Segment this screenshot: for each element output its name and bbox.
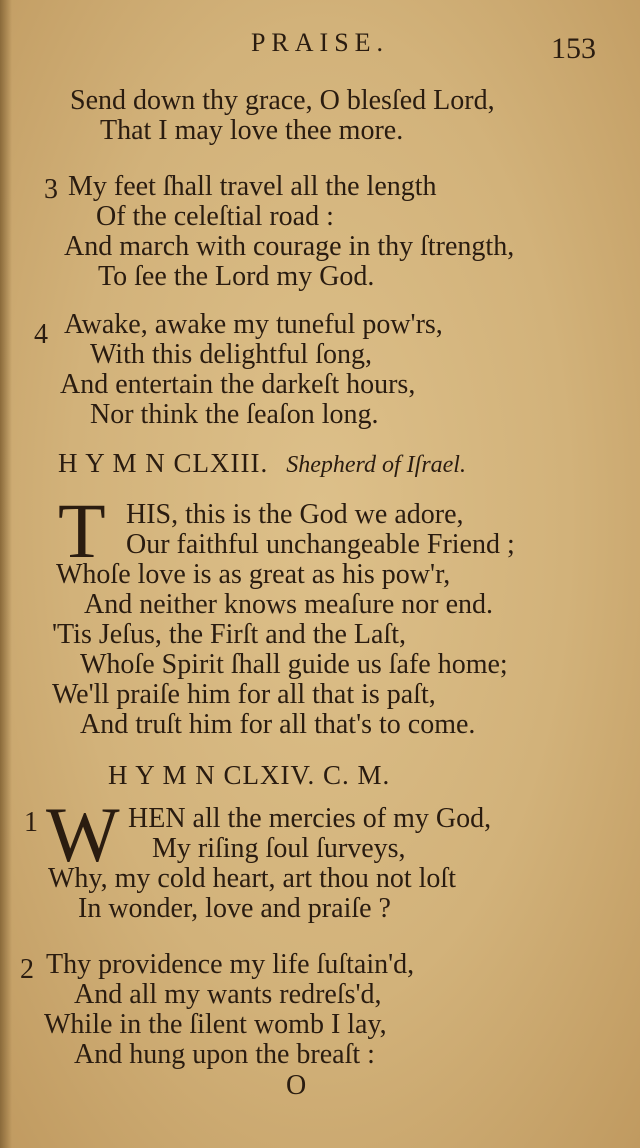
verse-line: While in the ſilent womb I lay, (44, 1009, 387, 1040)
verse-number: 2 (20, 954, 34, 985)
verse-line: With this delightful ſong, (90, 339, 372, 370)
drop-cap: T (58, 487, 106, 574)
verse-line: My feet ſhall travel all the length (68, 171, 437, 202)
verse-line: Nor think the ſeaſon long. (90, 399, 379, 430)
verse-line: In wonder, love and praiſe ? (78, 893, 391, 924)
hymn-line: Whoſe Spirit ſhall guide us ſafe home; (80, 649, 508, 680)
verse-line: And hung upon the breaſt : (74, 1039, 375, 1070)
hymn-heading-number: H Y M N CLXIII. (58, 448, 269, 478)
catchword: O (286, 1070, 307, 1101)
hymn-subtitle: Shepherd of Iſrael. (286, 452, 466, 478)
page-number: 153 (551, 32, 596, 65)
verse-line: HEN all the mercies of my God, (128, 803, 492, 834)
verse-number: 1 (24, 807, 38, 838)
hymn-line: And neither knows meaſure nor end. (84, 589, 493, 620)
running-header: PRAISE. (250, 28, 390, 57)
stanza-line: That I may love thee more. (100, 115, 404, 146)
verse-line: Why, my cold heart, art thou not loſt (48, 863, 456, 894)
hymn-line: Our faithful unchangeable Friend ; (126, 529, 515, 560)
verse-line: Of the celeſtial road : (96, 201, 334, 232)
hymn-line: And truſt him for all that's to come. (80, 709, 476, 740)
drop-cap: W (46, 791, 120, 878)
verse-line: Awake, awake my tuneful pow'rs, (64, 309, 443, 340)
hymn-heading (58, 448, 466, 479)
verse-line: And march with courage in thy ſtrength, (64, 231, 515, 262)
hymn-line: We'll praiſe him for all that is paſt, (52, 679, 436, 710)
verse-line: To ſee the Lord my God. (98, 261, 375, 292)
hymn-line: Whoſe love is as great as his pow'r, (56, 559, 451, 590)
verse-line: My riſing ſoul ſurveys, (152, 833, 406, 864)
verse-number: 4 (34, 319, 48, 350)
stanza-line: Send down thy grace, O blesſed Lord, (70, 85, 495, 116)
hymn-line: HIS, this is the God we adore, (126, 499, 464, 530)
verse-line: And entertain the darkeſt hours, (60, 369, 416, 400)
verse-line: And all my wants redreſs'd, (74, 979, 382, 1010)
verse-number: 3 (44, 174, 58, 205)
verse-line: Thy providence my life ſuſtain'd, (46, 949, 415, 980)
hymn-heading: H Y M N CLXIV. C. M. (108, 760, 391, 790)
hymn-line: 'Tis Jeſus, the Firſt and the Laſt, (52, 619, 407, 650)
page-edge-shadow (0, 0, 12, 1148)
